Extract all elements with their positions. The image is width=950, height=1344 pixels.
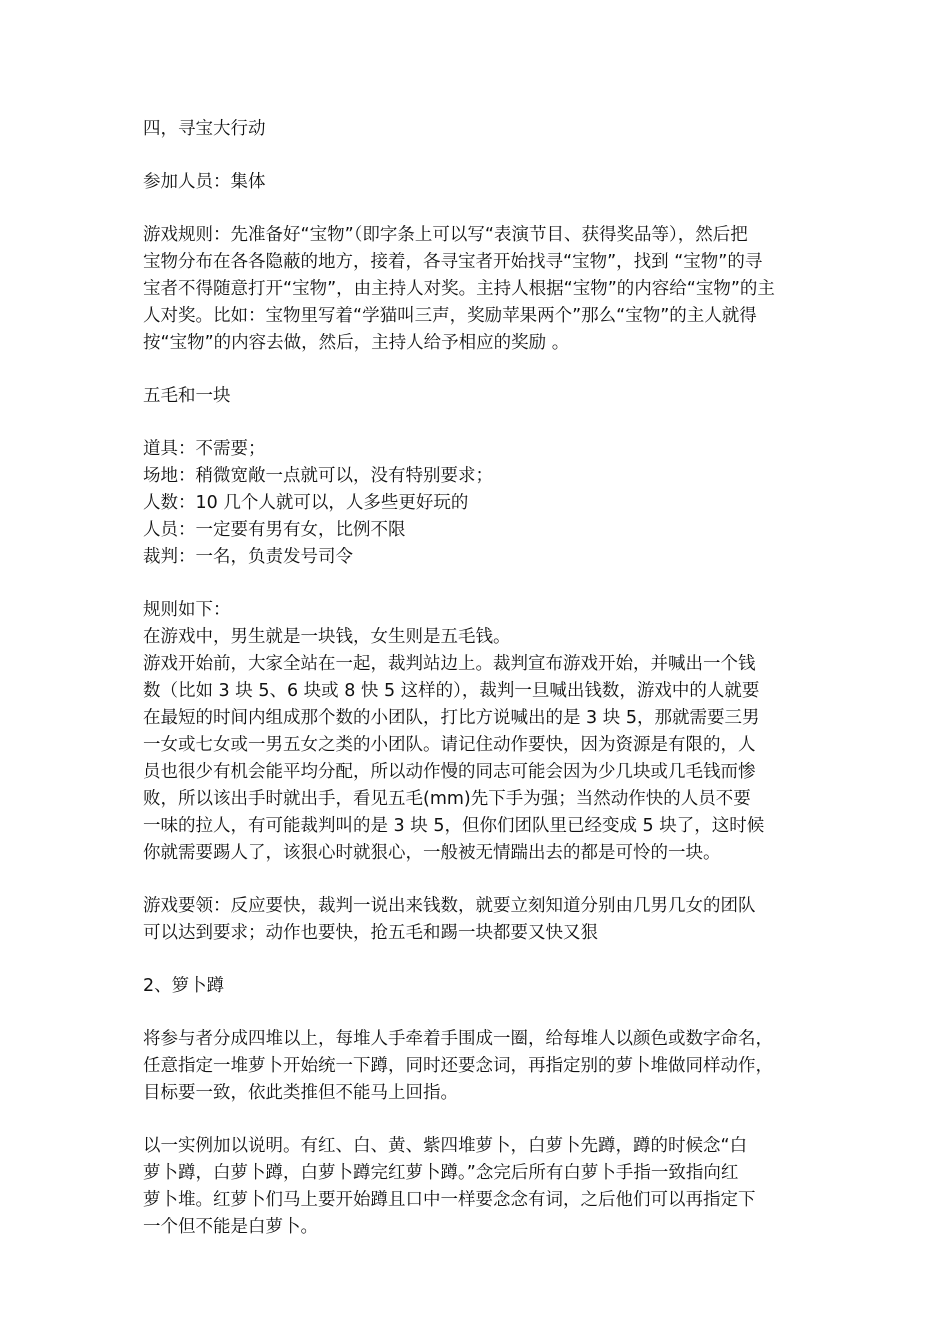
text-line: 以一实例加以说明。有红、白、黄、紫四堆萝卜，白萝卜先蹲，蹲的时候念“白 (143, 1136, 748, 1156)
text-line: 按“宝物”的内容去做，然后，主持人给予相应的奖励 。 (143, 333, 570, 353)
treasure-rules-paragraph (143, 222, 820, 357)
radish-rules-paragraph (143, 1026, 820, 1107)
text-line: 一味的拉人，有可能裁判叫的是 3 块 5，但你们团队里已经变成 5 块了，这时候 (143, 816, 765, 836)
text-line: 员也很少有机会能平均分配，所以动作慢的同志可能会因为少几块或几毛钱而惨 (143, 762, 756, 782)
text-line: 萝卜蹲，白萝卜蹲，白萝卜蹲完红萝卜蹲。”念完后所有白萝卜手指一致指向红 (143, 1163, 739, 1183)
section-title-treasure-hunt: 四，寻宝大行动 (143, 119, 266, 139)
headcount-line: 人数：10 几个人就可以，人多些更好玩的 (143, 493, 469, 513)
text-line: 将参与者分成四堆以上，每堆人手牵着手围成一圈，给每堆人以颜色或数字命名， (143, 1029, 773, 1049)
text-line: 游戏要领：反应要快，裁判一说出来钱数，就要立刻知道分别由几男几女的团队 (143, 896, 756, 916)
text-line: 你就需要踢人了，该狠心时就狠心，一般被无情踹出去的都是可怜的一块。 (143, 843, 721, 863)
text-line: 可以达到要求；动作也要快，抢五毛和踢一块都要又快又狠 (143, 923, 598, 943)
section-title-radish-squat: 2、箩卜蹲 (143, 976, 225, 996)
venue-line: 场地：稍微宽敞一点就可以，没有特别要求； (143, 466, 493, 486)
props-line: 道具：不需要； (143, 439, 266, 459)
text-line: 规则如下： (143, 600, 231, 620)
wumao-info-block (143, 436, 820, 571)
text-line: 数（比如 3 块 5、6 块或 8 快 5 这样的），裁判一旦喊出钱数，游戏中的人就要 (143, 681, 760, 701)
text-line: 一女或七女或一男五女之类的小团队。请记住动作要快，因为资源是有限的，人 (143, 735, 756, 755)
text-line: 游戏开始前，大家全站在一起，裁判站边上。裁判宣布游戏开始，并喊出一个钱 (143, 654, 756, 674)
text-line: 游戏规则：先准备好“宝物”（即字条上可以写“表演节目、获得奖品等），然后把 (143, 225, 748, 245)
text-line: 败，所以该出手时就出手，看见五毛(mm)先下手为强；当然动作快的人员不要 (143, 789, 751, 809)
text-line: 宝者不得随意打开“宝物”，由主持人对奖。主持人根据“宝物”的内容给“宝物”的主 (143, 279, 775, 299)
text-line: 在游戏中，男生就是一块钱，女生则是五毛钱。 (143, 627, 511, 647)
text-line: 人对奖。比如：宝物里写着“学猫叫三声，奖励苹果两个”那么“宝物”的主人就得 (143, 306, 757, 326)
referee-line: 裁判：一名，负责发号司令 (143, 547, 353, 567)
text-line: 一个但不能是白萝卜。 (143, 1217, 318, 1237)
text-line: 任意指定一堆萝卜开始统一下蹲，同时还要念词，再指定别的萝卜堆做同样动作， (143, 1056, 773, 1076)
wumao-rules-paragraph (143, 597, 820, 867)
section-title-wumao: 五毛和一块 (143, 386, 231, 406)
text-line: 萝卜堆。红萝卜们马上要开始蹲且口中一样要念念有词，之后他们可以再指定下 (143, 1190, 756, 1210)
personnel-line: 人员：一定要有男有女，比例不限 (143, 520, 406, 540)
text-line: 目标要一致，依此类推但不能马上回指。 (143, 1083, 458, 1103)
radish-example-paragraph (143, 1133, 820, 1241)
text-line: 在最短的时间内组成那个数的小团队，打比方说喊出的是 3 块 5，那就需要三男 (143, 708, 760, 728)
text-line: 宝物分布在各各隐蔽的地方，接着，各寻宝者开始找寻“宝物”，找到 “宝物”的寻 (143, 252, 763, 272)
participants-line: 参加人员：集体 (143, 172, 266, 192)
wumao-tips-paragraph (143, 893, 820, 947)
